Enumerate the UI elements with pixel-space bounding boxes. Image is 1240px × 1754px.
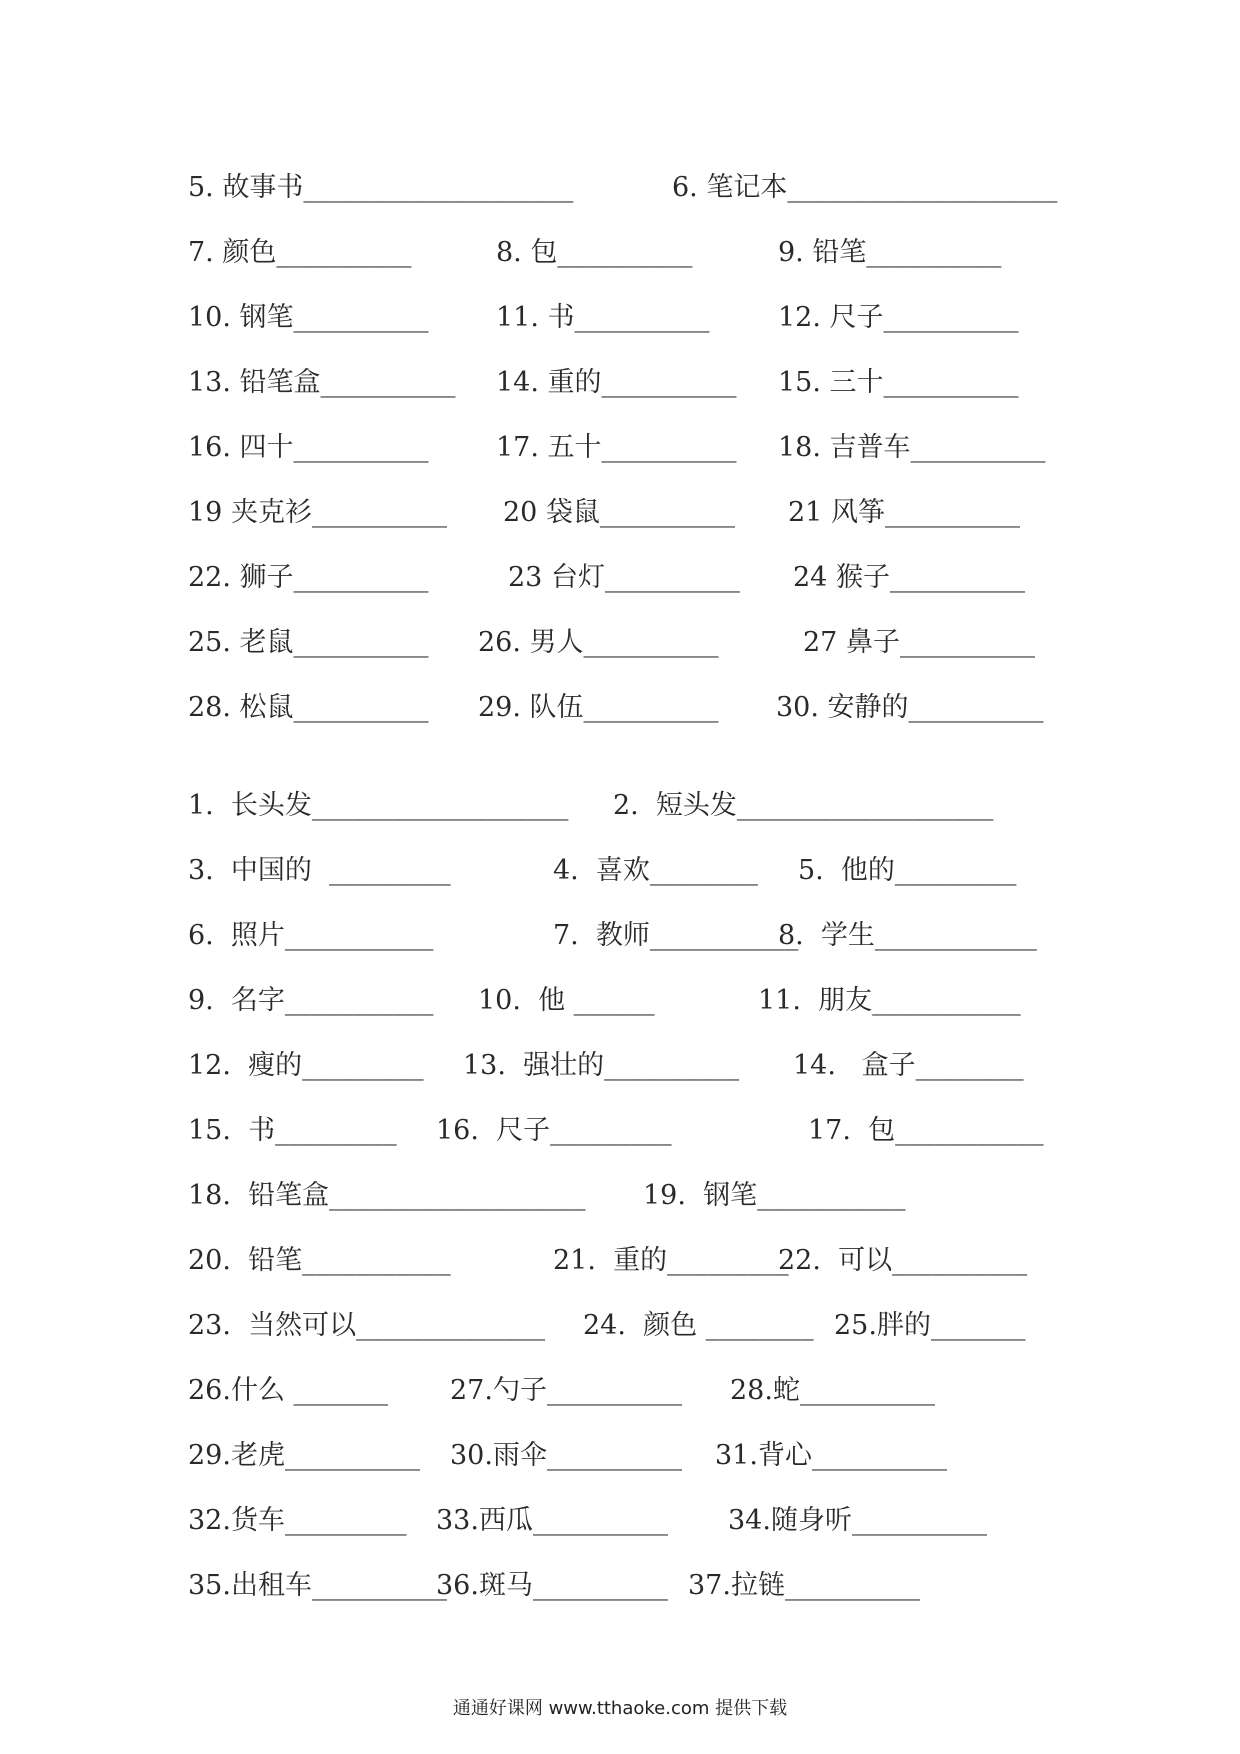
vocab-item: 18. 吉普车__________ <box>778 432 1046 463</box>
vocab-item: 14. 重的__________ <box>496 367 737 398</box>
vocab-item: 6. 照片___________ <box>188 920 434 951</box>
section2-row <box>188 1046 1068 1086</box>
vocab-item: 12. 尺子__________ <box>778 302 1019 333</box>
vocab-item: 19. 钢笔___________ <box>643 1180 906 1211</box>
vocab-item: 11. 朋友___________ <box>758 985 1021 1016</box>
section1-row <box>188 233 1068 273</box>
vocab-item: 2. 短头发___________________ <box>613 790 994 821</box>
vocab-item: 29.老虎__________ <box>188 1440 420 1471</box>
vocab-item: 28. 松鼠__________ <box>188 692 429 723</box>
vocab-item: 31.背心__________ <box>715 1440 947 1471</box>
section1-row <box>188 298 1068 338</box>
vocab-item: 9. 名字___________ <box>188 985 434 1016</box>
vocab-item: 3. 中国的 _________ <box>188 855 451 886</box>
vocab-item: 7. 颜色__________ <box>188 237 412 268</box>
vocab-item: 26.什么 _______ <box>188 1375 389 1406</box>
section2-row <box>188 1111 1068 1151</box>
section2-row <box>188 981 1068 1021</box>
section1-row <box>188 428 1068 468</box>
vocab-item: 15. 书_________ <box>188 1115 397 1146</box>
vocab-item: 24. 颜色 ________ <box>583 1310 814 1341</box>
vocab-item: 25. 老鼠__________ <box>188 627 429 658</box>
vocab-item: 1. 长头发___________________ <box>188 790 569 821</box>
section2-row <box>188 916 1068 956</box>
vocab-item: 23 台灯__________ <box>508 562 740 593</box>
section2-row <box>188 1566 1068 1606</box>
vocab-item: 22. 可以__________ <box>778 1245 1028 1276</box>
section2-row <box>188 1371 1068 1411</box>
vocab-item: 11. 书__________ <box>496 302 710 333</box>
section1-row <box>188 168 1068 208</box>
section1-row <box>188 558 1068 598</box>
vocab-item: 22. 狮子__________ <box>188 562 429 593</box>
footer-source: 通通好课网 www.tthaoke.com 提供下载 <box>452 1698 788 1719</box>
section1-row <box>188 688 1068 728</box>
vocab-item: 33.西瓜__________ <box>436 1505 668 1536</box>
vocab-item: 23. 当然可以______________ <box>188 1310 546 1341</box>
vocab-item: 20. 铅笔___________ <box>188 1245 451 1276</box>
vocab-item: 5. 他的_________ <box>798 855 1017 886</box>
vocab-item: 21 风筝__________ <box>788 497 1020 528</box>
section2-row <box>188 786 1068 826</box>
section2-row <box>188 1241 1068 1281</box>
vocab-item: 7. 教师___________ <box>553 920 799 951</box>
section2-row <box>188 851 1068 891</box>
vocab-item: 32.货车_________ <box>188 1505 407 1536</box>
section2-row <box>188 1176 1068 1216</box>
vocab-item: 19 夹克衫__________ <box>188 497 447 528</box>
vocab-item: 27.勺子__________ <box>450 1375 682 1406</box>
vocab-item: 10. 钢笔__________ <box>188 302 429 333</box>
vocab-item: 30. 安静的__________ <box>776 692 1044 723</box>
section1-row <box>188 363 1068 403</box>
vocab-item: 17. 五十__________ <box>496 432 737 463</box>
vocab-item: 14. 盒子________ <box>793 1050 1024 1081</box>
vocab-item: 26. 男人__________ <box>478 627 719 658</box>
vocab-item: 17. 包___________ <box>808 1115 1044 1146</box>
vocab-item: 16. 尺子_________ <box>436 1115 672 1146</box>
vocab-item: 34.随身听__________ <box>728 1505 987 1536</box>
vocab-item: 20 袋鼠__________ <box>503 497 735 528</box>
vocab-item: 37.拉链__________ <box>688 1570 920 1601</box>
vocab-item: 10. 他 ______ <box>478 985 655 1016</box>
vocab-item: 25.胖的_______ <box>834 1310 1026 1341</box>
vocab-item: 24 猴子__________ <box>793 562 1025 593</box>
vocab-item: 9. 铅笔__________ <box>778 237 1002 268</box>
vocab-item: 8. 学生____________ <box>778 920 1037 951</box>
vocab-item: 8. 包__________ <box>496 237 693 268</box>
vocab-item: 12. 瘦的_________ <box>188 1050 424 1081</box>
vocab-item: 6. 笔记本____________________ <box>672 172 1058 203</box>
vocab-item: 13. 铅笔盒__________ <box>188 367 456 398</box>
vocab-item: 4. 喜欢________ <box>553 855 758 886</box>
vocab-item: 16. 四十__________ <box>188 432 429 463</box>
vocab-item: 18. 铅笔盒___________________ <box>188 1180 586 1211</box>
section2-row <box>188 1306 1068 1346</box>
vocab-item: 30.雨伞__________ <box>450 1440 682 1471</box>
vocab-item: 36.斑马__________ <box>436 1570 668 1601</box>
vocab-item: 21. 重的_________ <box>553 1245 789 1276</box>
vocab-item: 15. 三十__________ <box>778 367 1019 398</box>
vocab-item: 27 鼻子__________ <box>803 627 1035 658</box>
vocab-item: 13. 强壮的__________ <box>463 1050 740 1081</box>
vocab-item: 5. 故事书____________________ <box>188 172 574 203</box>
vocab-item: 35.出租车__________ <box>188 1570 447 1601</box>
section2-row <box>188 1436 1068 1476</box>
vocab-item: 29. 队伍__________ <box>478 692 719 723</box>
section1-row <box>188 493 1068 533</box>
section2-row <box>188 1501 1068 1541</box>
section1-row <box>188 623 1068 663</box>
vocab-item: 28.蛇__________ <box>730 1375 935 1406</box>
